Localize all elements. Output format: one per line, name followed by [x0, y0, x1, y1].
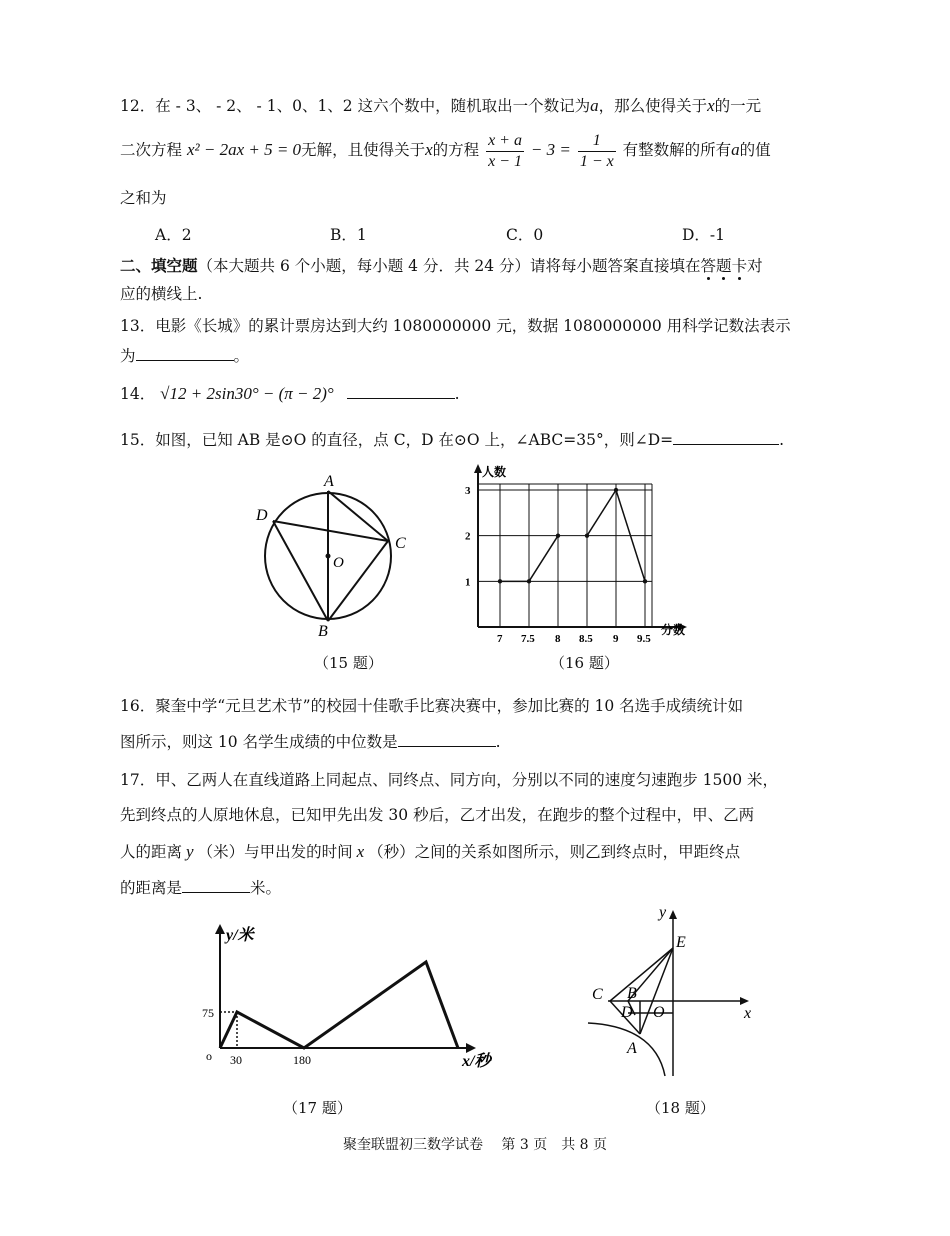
q12-option-a: A．2 — [155, 226, 192, 244]
segment-ae — [640, 948, 673, 1034]
q17-line3: 人的距离 y （米）与甲出发的时间 x （秒）之间的关系如图所示，则乙到终点时，甲距终点 — [120, 842, 741, 861]
data-point — [556, 533, 560, 537]
label-a: A — [324, 473, 334, 490]
y-tick-label: 3 — [465, 485, 471, 497]
series-segment — [587, 490, 616, 536]
label-o: O — [653, 1004, 665, 1021]
segment-bc — [328, 541, 388, 621]
segment-dc — [273, 521, 388, 541]
y-axis-arrow — [474, 464, 482, 473]
x-tick-label: 7 — [497, 633, 503, 645]
page-footer: 聚奎联盟初三数学试卷 第 3 页 共 8 页 — [342, 1137, 608, 1153]
q12-line2: 二次方程 x² − 2ax + 5 = 0无解，且使得关于x的方程 $\frac{x + a}{x - 1}$ − 3 = $\frac{1}{1 - x}$ 有整数解的所有a的值 — [120, 131, 771, 170]
y-tick-label: 1 — [465, 576, 471, 589]
x-tick-180: 180 — [293, 1053, 311, 1067]
q12-fraction-1: $\frac{x + a}{x - 1}$ — [488, 131, 522, 170]
x-tick-label: 8 — [555, 633, 561, 645]
data-point — [527, 579, 531, 583]
q15-line: 15．如图，已知 AB 是⊙O 的直径，点 C，D 在⊙O 上，∠ABC=35°，则∠D= . — [120, 431, 785, 449]
x-tick-label: 9 — [613, 633, 619, 645]
label-e: E — [676, 934, 686, 951]
q16-line1: 16．聚奎中学“元旦艺术节”的校园十佳歌手比赛决赛中，参加比赛的 10 名选手成绩统计如 — [120, 697, 744, 715]
y-tick-label: 2 — [465, 530, 471, 543]
label-o: O — [333, 555, 344, 571]
label-b: B — [318, 623, 328, 640]
data-point — [614, 488, 618, 492]
q17-answer-blank[interactable] — [182, 878, 250, 893]
caption-18: （18 题） — [646, 1099, 715, 1117]
q14-line: 14． √12 + 2sin30° − (π − 2)° . — [120, 384, 460, 403]
q17-line2: 先到终点的人原地休息，已知甲先出发 30 秒后，乙才出发，在跑步的整个过程中，甲、乙两 — [120, 806, 755, 824]
label-x: x — [744, 1005, 752, 1022]
label-d: D — [256, 507, 268, 524]
center-point — [326, 554, 331, 559]
q17-line1: 17．甲、乙两人在直线道路上同起点、同终点、同方向，分别以不同的速度匀速跑步 1500 米， — [120, 771, 779, 789]
q14-expression: √12 + 2sin30° − (π − 2)° — [160, 384, 334, 403]
q17-line4: 的距离是 米。 — [120, 879, 282, 897]
section2-title: 二、填空题 — [120, 256, 198, 275]
y-axis-arrow — [669, 910, 677, 919]
q12-quadratic-equation: x² − 2ax + 5 = 0 — [186, 140, 302, 159]
label-y: y — [659, 904, 667, 921]
segment-db — [273, 521, 328, 621]
q16-answer-blank[interactable] — [398, 732, 496, 747]
figure-17-distance-graph — [196, 918, 506, 1080]
q12-line3: 之和为 — [120, 189, 167, 207]
q12-option-b: B．1 — [330, 226, 367, 244]
caption-15: （15 题） — [314, 654, 383, 672]
y-tick-75: 75 — [202, 1006, 214, 1020]
figure-16-line-chart — [455, 462, 700, 647]
q16-line2: 图所示，则这 10 名学生成绩的中位数是 . — [120, 733, 501, 751]
caption-17: （17 题） — [283, 1099, 352, 1117]
q12-option-d: D．-1 — [682, 226, 726, 244]
q12-line1: 12．在 - 3、 - 2、 - 1、0、1、2 这六个数中，随机取出一个数记为a，那么使得关于x的一元 — [120, 96, 762, 115]
origin-label: o — [206, 1049, 212, 1063]
series-segment — [529, 536, 558, 582]
figure-15-circle — [248, 466, 418, 642]
label-d: D — [621, 1004, 633, 1021]
q15-answer-blank[interactable] — [673, 430, 779, 445]
q12-fraction-2: $\frac{1}{1 - x}$ — [579, 131, 614, 170]
x-tick-label: 7.5 — [521, 633, 535, 645]
label-a: A — [627, 1040, 637, 1057]
y-axis-label: 人数 — [482, 465, 507, 479]
y-axis-arrow — [215, 924, 225, 934]
x-axis-arrow — [740, 997, 749, 1005]
section2-desc-line2: 应的横线上. — [120, 285, 203, 303]
data-point — [643, 579, 647, 583]
label-c: C — [395, 535, 406, 552]
x-axis-arrow — [466, 1043, 476, 1053]
distance-curve — [220, 962, 458, 1048]
figure-18-coordinate-diagram — [578, 900, 778, 1080]
segment-ac — [328, 491, 388, 541]
data-point — [585, 533, 589, 537]
caption-16: （16 题） — [550, 654, 619, 672]
section2-heading: 二、填空题（本大题共 6 个小题，每小题 4 分．共 24 分）请将每小题答案直接填在答题卡对 — [120, 256, 763, 275]
q13-answer-blank[interactable] — [136, 346, 234, 361]
q13-line2: 为 。 — [120, 347, 250, 365]
x-axis-label: 分数 — [661, 623, 686, 637]
x-tick-30: 30 — [230, 1053, 242, 1067]
x-tick-label: 8.5 — [579, 633, 593, 645]
label-b: B — [627, 985, 637, 1002]
label-c: C — [592, 986, 603, 1003]
x-tick-label: 9.5 — [637, 633, 651, 645]
y-axis-label: y/米 — [226, 927, 254, 944]
q13-line1: 13．电影《长城》的累计票房达到大约 1080000000 元，数据 1080000000 用科学记数法表示 — [120, 317, 791, 335]
q12-option-c: C．0 — [506, 226, 544, 244]
data-point — [498, 579, 502, 583]
x-axis-label: x/秒 — [462, 1053, 491, 1070]
q14-answer-blank[interactable] — [347, 384, 455, 399]
